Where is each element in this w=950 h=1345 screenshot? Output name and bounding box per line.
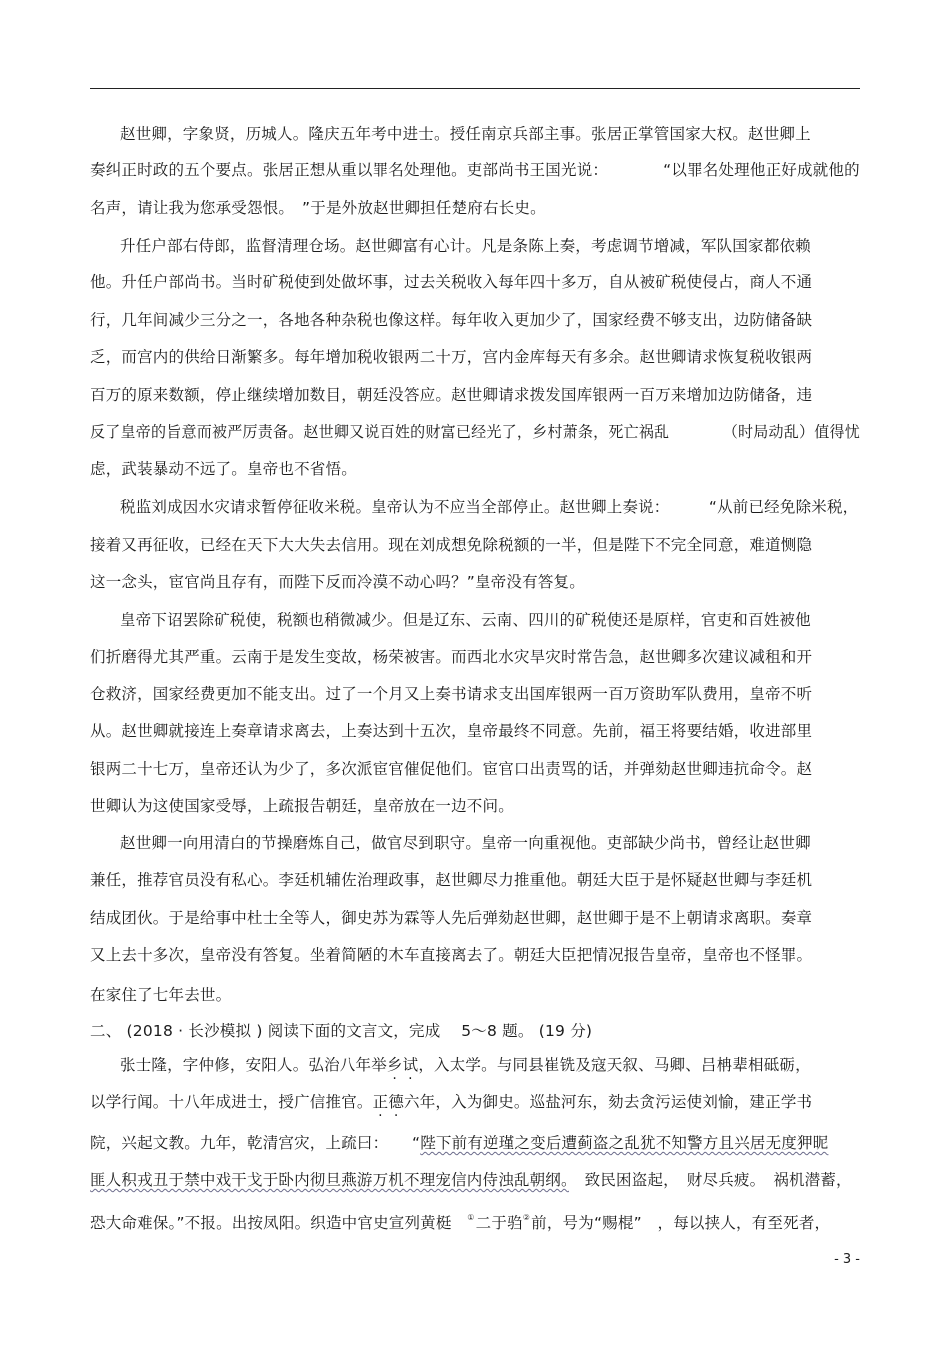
- passage-text: 恐大命难保。”不报。出按凤阳。织造中官史宣列黄梃: [90, 1214, 468, 1232]
- header-rule: [90, 88, 860, 89]
- text-line: 们折磨得尤其严重。云南于是发生变故，杨荣被害。而西北水灾旱灾时常告急，赵世卿多次建议减租和开: [90, 648, 813, 666]
- text-line: 反了皇帝的旨意而被严厉责备。赵世卿又说百姓的财富已经光了，乡村萧条，死亡祸乱 （时局动乱）值得忧: [90, 423, 860, 441]
- text-line: 世卿认为这使国家受辱，上疏报告朝廷，皇帝放在一边不问。: [90, 797, 514, 815]
- passage-text: 院，兴起文教。九年，乾清宫灾，上疏曰： “: [90, 1134, 421, 1152]
- text-line: 接着又再征收，已经在天下大大失去信用。现在刘成想免除税额的一半，但是陛下不完全同意，难道恻隐: [90, 536, 813, 554]
- text-line: 在家住了七年去世。: [90, 986, 232, 1004]
- text-line: 结成团伙。于是给事中杜士全等人，御史苏为霖等人先后弹劾赵世卿，赵世卿于是不上朝请求离职。奏章: [90, 909, 813, 927]
- passage-text: 致民困盗起， 财尽兵疲。 祸机潜蓄，: [568, 1171, 852, 1189]
- footnote-marker: ①: [467, 1213, 475, 1222]
- text-line: 兼任，推荐官员没有私心。李廷机辅佐治理政事，赵世卿尽力推重他。朝廷大臣于是怀疑赵世卿与李廷机: [90, 871, 813, 889]
- text-line: 从。赵世卿就接连上奏章请求离去，上奏达到十五次，皇帝最终不同意。先前，福王将要结婚，收进部里: [90, 722, 813, 740]
- text-line: 乏，而宫内的供给日渐繁多。每年增加税收银两二十万，宫内金库每天有多余。赵世卿请求恢复税收银两: [90, 348, 813, 366]
- section-heading: 二、 (2018 · 长沙模拟 ) 阅读下面的文言文，完成 5～8 题。 (19 分): [90, 1022, 593, 1040]
- text-line: 名声，请让我为您承受怨恨。 ”于是外放赵世卿担任楚府右长史。: [90, 199, 546, 217]
- text-line: 仓救济，国家经费更加不能支出。过了一个月又上奏书请求支出国库银两一百万资助军队费用，皇帝不听: [90, 685, 813, 703]
- text-line: 赵世卿一向用清白的节操磨炼自己，做官尽到职守。皇帝一向重视他。吏部缺少尚书，曾经让赵世卿: [120, 834, 811, 852]
- text-line: 银两二十七万，皇帝还认为少了，多次派宦官催促他们。宦官口出责骂的话，并弹劾赵世卿违抗命令。赵: [90, 760, 813, 778]
- emphasis-char: 德: [388, 1093, 405, 1111]
- passage-line: [90, 1133, 828, 1153]
- text-line: 奏纠正时政的五个要点。张居正想从重以罪名处理他。吏部尚书王国光说： “以罪名处理他正好成就他的: [90, 161, 860, 179]
- passage-line: [90, 1092, 812, 1112]
- footnote-marker: ②: [522, 1213, 531, 1222]
- text-line: 税监刘成因水灾请求暂停征收米税。皇帝认为不应当全部停止。赵世卿上奏说： “从前已经免除米税，: [120, 498, 859, 516]
- text-line: 他。升任户部尚书。当时矿税使到处做坏事，过去关税收入每年四十多万，自从被矿税使侵占，商人不通: [90, 273, 813, 291]
- passage-text: 二于驺: [475, 1214, 523, 1232]
- underlined-sentence: 陛下前有逆瑾之变后遭蓟盗之乱犹不知警方且兴居无度狎昵: [420, 1134, 829, 1152]
- underlined-sentence: 匪人积戎丑于禁中戏干戈于卧内彻旦燕游万机不理宠信内侍浊乱朝纲。: [90, 1171, 569, 1189]
- page-number: - 3 -: [834, 1252, 860, 1267]
- passage-text: 六年，入为御史。巡盐河东，劾去贪污运使刘愉，建正学书: [404, 1093, 813, 1111]
- passage-text: 以学行闻。十八年成进士，授广信推官。: [90, 1093, 373, 1111]
- text-line: 虑，武装暴动不远了。皇帝也不省悟。: [90, 460, 357, 478]
- emphasis-char: 正: [372, 1093, 389, 1111]
- emphasis-char: 试: [402, 1056, 419, 1074]
- passage-text: 张士隆，字仲修，安阳人。弘治八年举: [120, 1056, 387, 1074]
- passage-text: ，入太学。与同县崔铣及寇天叙、马卿、吕柟辈相砥砺，: [418, 1056, 811, 1074]
- emphasis-char: 乡: [386, 1056, 403, 1074]
- text-line: 升任户部右侍郎，监督清理仓场。赵世卿富有心计。凡是条陈上奏，考虑调节增减，军队国家都依赖: [120, 237, 811, 255]
- passage-text: 前，号为“赐棍” ，每以挟人，有至死者，: [531, 1214, 831, 1232]
- text-line: 赵世卿，字象贤，历城人。隆庆五年考中进士。授任南京兵部主事。张居正掌管国家大权。赵世卿上: [120, 125, 811, 143]
- text-line: 行，几年间减少三分之一，各地各种杂税也像这样。每年收入更加少了，国家经费不够支出，边防储备缺: [90, 311, 813, 329]
- text-line: 又上去十多次，皇帝没有答复。坐着简陋的木车直接离去了。朝廷大臣把情况报告皇帝，皇帝也不怪罪。: [90, 946, 813, 964]
- passage-line: [90, 1170, 852, 1190]
- text-line: 这一念头，宦官尚且存有，而陛下反而冷漠不动心吗？”皇帝没有答复。: [90, 573, 585, 591]
- text-line: 百万的原来数额，停止继续增加数目，朝廷没答应。赵世卿请求拨发国库银两一百万来增加边防储备，违: [90, 386, 813, 404]
- text-line: 皇帝下诏罢除矿税使，税额也稍微减少。但是辽东、云南、四川的矿税使还是原样，官吏和百姓被他: [120, 611, 811, 629]
- passage-line: [90, 1208, 830, 1233]
- passage-line: [120, 1055, 811, 1075]
